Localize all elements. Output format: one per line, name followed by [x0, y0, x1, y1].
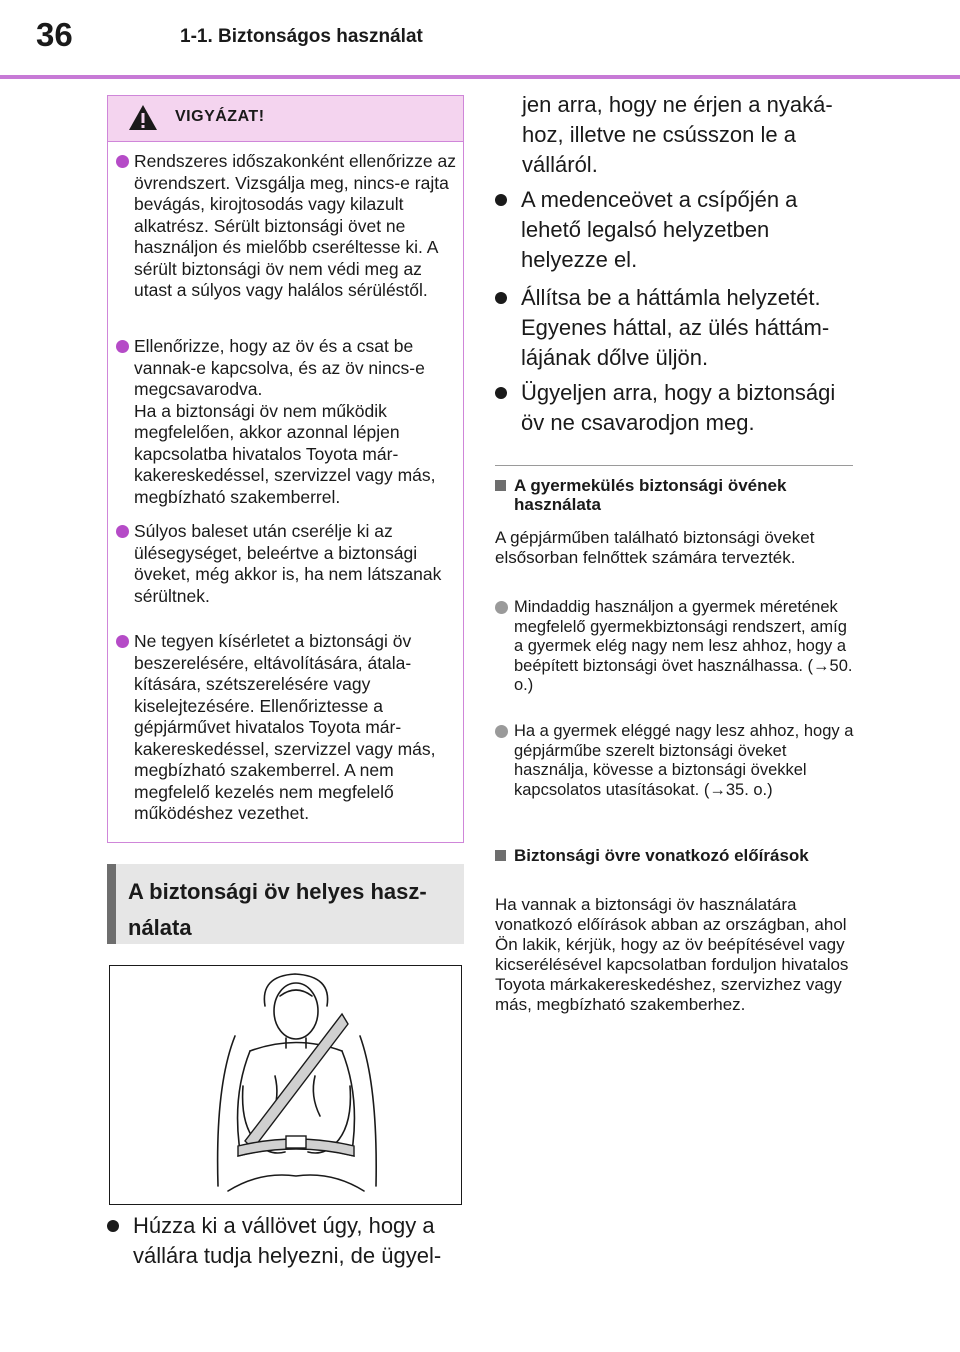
bullet-icon: [495, 387, 507, 399]
seated-person-illustration: [110, 966, 460, 1203]
subsection-text: Ha vannak a biztonsági öv használatára vonatkozó előírások abban az országban, ahol Ön lakik, kérjük, hogy az öv beépítésével vagy kicserélésével kapcsolatban forduljon hivatalos Toyota márkakereskedéshez, szervizhez vagy más, megbízható szakemberhez.: [495, 895, 849, 1014]
divider: [495, 465, 853, 466]
bullet-icon: [116, 525, 129, 538]
header-divider: [0, 75, 960, 79]
instruction-bullet: Állítsa be a háttámla helyzetét. Egyenes háttal, az ülés háttámlájának dőlve üljön.: [495, 283, 845, 373]
subsection-title: Biztonsági övre vonatkozó előírások: [495, 846, 845, 865]
seatbelt-illustration: [109, 965, 462, 1205]
page-number: 36: [36, 16, 73, 53]
page-header: [0, 0, 960, 80]
square-bullet-icon: [495, 480, 506, 491]
instruction-bullet: Húzza ki a vállövet úgy, hogy a vállára tudja helyezni, de ügyel-: [107, 1211, 457, 1271]
bullet-icon: [116, 155, 129, 168]
warning-triangle-icon: [128, 103, 158, 133]
bullet-icon: [495, 292, 507, 304]
instruction-bullet: A medenceövet a csípőjén a lehető legalsó helyzetben helyezze el.: [495, 185, 845, 275]
square-bullet-icon: [495, 850, 506, 861]
subsection-text: A gépjárműben található biztonsági öveket elsősorban felnőttek számára tervezték.: [495, 528, 815, 567]
warning-header: [108, 96, 463, 142]
heading-text: A biztonsági öv helyes használata: [128, 879, 427, 940]
subsection-title: A gyermekülés biztonsági övének használata: [495, 476, 845, 514]
bullet-icon: [116, 340, 129, 353]
warning-title: VIGYÁZAT!: [175, 108, 265, 125]
list-item: Mindaddig használjon a gyermek méretének megfelelő gyermekbiztonsági rendszert, amíg a gyermek elég nagy nem lesz ahhoz, hogy a beépített biztonsági övet használhassa. (→50. o.): [495, 598, 855, 696]
warning-box: [107, 95, 464, 843]
section-title: 1-1. Biztonságos használat: [180, 26, 423, 47]
bullet-icon: [107, 1220, 119, 1232]
bullet-icon: [116, 635, 129, 648]
bullet-icon: [495, 194, 507, 206]
warning-item: Rendszeres időszakonként ellenőrizze az övrendszert. Vizsgálja meg, nincs-e rajta bevágás, kirojtosodás vagy kilazult alkatrész. Sérült biztonsági övet ne használjon és mielőbb cseréltesse ki. A sérült biztonsági öv nem védi meg az utast a súlyos vagy halálos sérüléstől.: [116, 151, 456, 302]
bullet-icon: [495, 725, 508, 738]
bullet-continuation: jen arra, hogy ne érjen a nyakához, illetve ne csússzon le a válláról.: [522, 92, 833, 177]
section-heading: [107, 864, 464, 944]
bullet-icon: [495, 601, 508, 614]
warning-item: Súlyos baleset után cserélje ki az ülésegységet, beleértve a biztonsági öveket, még akkor is, ha nem látszanak sérültnek.: [116, 521, 456, 607]
instruction-bullet: Ügyeljen arra, hogy a biztonsági öv ne csavarodjon meg.: [495, 378, 845, 438]
warning-item: Ne tegyen kísérletet a biztonsági öv beszerelésére, eltávolítására, átalakítására, szétszerelésére vagy kiselejtezésére. Ellenőriztesse a gépjárművet hivatalos Toyota márkakereskedéssel, szervizzel vagy más, megbízható szakemberrel. A nem megfelelő kezelés nem megfelelő működéshez vezethet.: [116, 631, 456, 825]
warning-item: Ellenőrizze, hogy az öv és a csat be vannak-e kapcsolva, és az öv nincs-e megcsavarodva. Ha a biztonsági öv nem működik megfelelően, akkor azonnal lépjen kapcsolatba hivatalos Toyota márkakereskedéssel, szervizzel vagy más, megbízható szakemberrel.: [116, 336, 456, 508]
list-item: Ha a gyermek eléggé nagy lesz ahhoz, hogy a gépjárműbe szerelt biztonsági öveket használja, kövesse a biztonsági övekkel kapcsolatos utasításokat. (→35. o.): [495, 722, 855, 800]
